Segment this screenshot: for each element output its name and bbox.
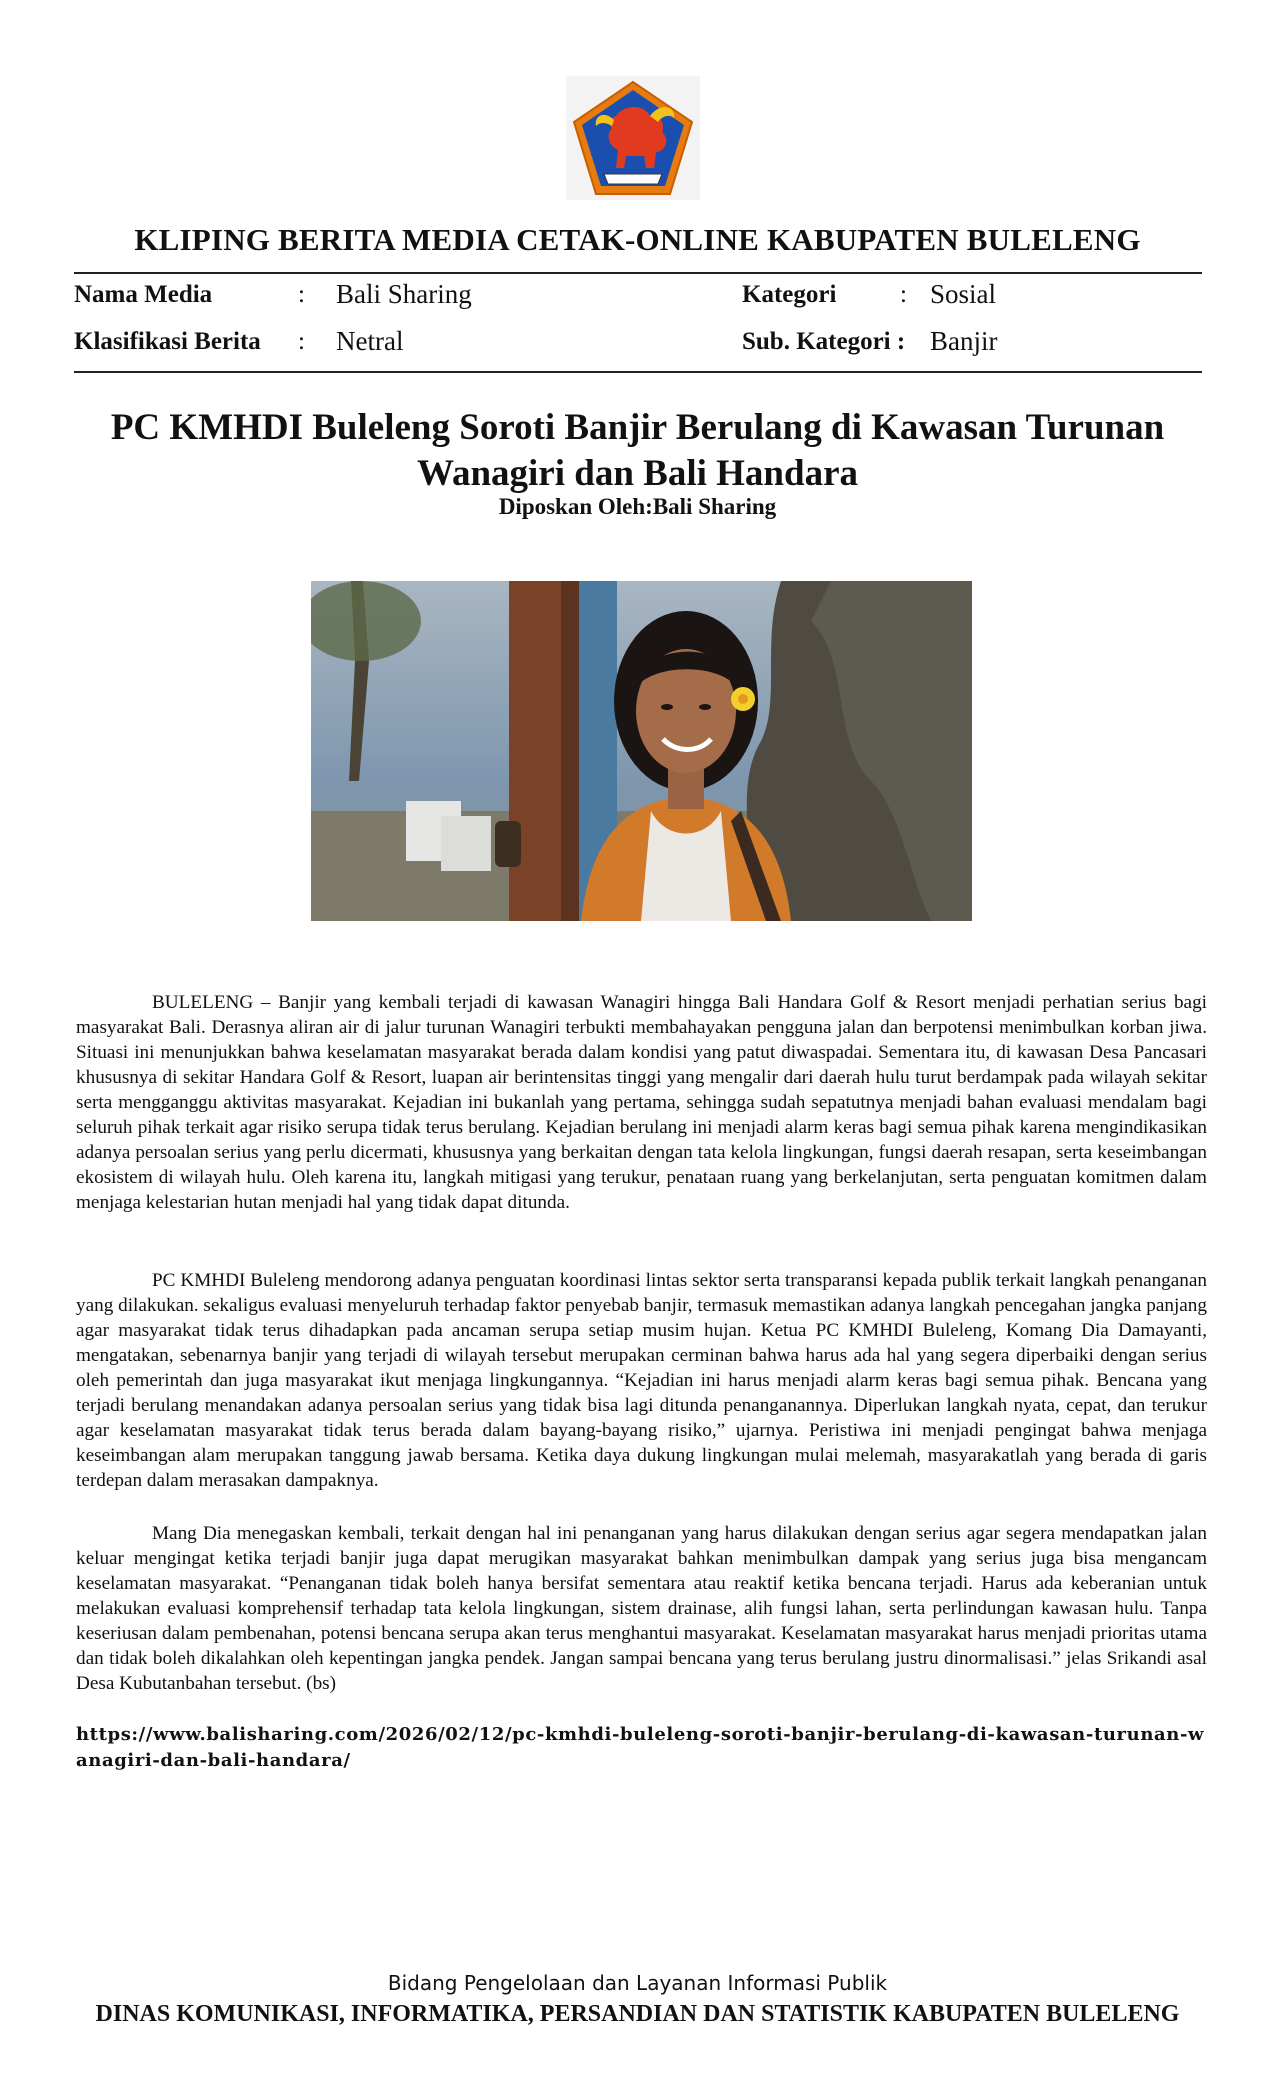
nama-media-label: Nama Media	[74, 281, 213, 308]
top-divider	[74, 272, 1202, 274]
article-byline: Diposkan Oleh:Bali Sharing	[498, 494, 777, 519]
article-paragraph-3: Mang Dia menegaskan kembali, terkait dengan hal ini penanganan yang harus dilakukan dengan serius agar segera mendapatkan jalan keluar mengingat ketika terjadi banjir juga dapat merugikan masyarakat bahkan menimbulkan dampak yang serius juga bisa mengancam keselamatan masyarakat. “Penanganan tidak boleh hanya bersifat sementara atau reaktif ketika bencana terjadi. Harus ada keberanian untuk melakukan evaluasi komprehensif terhadap tata kelola lingkungan, sistem drainase, alih fungsi lahan, serta perlindungan kawasan hulu. Tanpa keseriusan dalam pembenahan, potensi bencana serupa akan terus menghantui masyarakat. Keselamatan masyarakat harus menjadi prioritas utama dan tidak boleh dikalahkan oleh kepentingan jangka pendek. Jangan sampai bencana yang terus berulang justru dinormalisasi.” jelas Srikandi asal Desa Kubutanbahan tersebut. (bs)	[76, 1523, 1207, 1694]
document-title: KLIPING BERITA MEDIA CETAK-ONLINE KABUPATEN BULELENG	[134, 222, 1141, 257]
source-url-link[interactable]: https://www.balisharing.com/2026/02/12/pc-kmhdi-buleleng-soroti-banjir-berulang-di-kawasan-turunan-wanagiri-dan-bali-handara/	[76, 1724, 1205, 1771]
klasifikasi-colon: :	[298, 328, 305, 355]
footer-agency: DINAS KOMUNIKASI, INFORMATIKA, PERSANDIAN DAN STATISTIK KABUPATEN BULELENG	[95, 2001, 1180, 2027]
bottom-divider	[74, 371, 1202, 373]
sub-kategori-value: Banjir	[930, 326, 998, 356]
emblem-svg	[566, 76, 700, 200]
article-paragraph-2: PC KMHDI Buleleng mendorong adanya penguatan koordinasi lintas sektor serta transparansi kepada publik terkait langkah penanganan yang dilakukan. sekaligus evaluasi menyeluruh terhadap faktor penyebab banjir, termasuk memastikan adanya langkah pencegahan jangka panjang agar masyarakat tidak terus dihadapkan pada ancaman serupa setiap musim hujan. Ketua PC KMHDI Buleleng, Komang Dia Damayanti, mengatakan, sebenarnya banjir yang terjadi di wilayah tersebut merupakan cerminan bahwa harus ada hal yang segera diperbaiki dengan serius oleh pemerintah dan juga masyarakat ikut menjaga lingkungannya. “Kejadian ini harus menjadi alarm keras bagi semua pihak. Bencana yang terjadi berulang menandakan adanya persoalan serius yang tidak bisa lagi ditunda penanganannya. Diperlukan langkah nyata, cepat, dan terukur agar keselamatan masyarakat tidak terus berada dalam bayang-bayang risiko,” ujarnya. Peristiwa ini menjadi pengingat bahwa menjaga keseimbangan alam merupakan tanggung jawab bersama. Ketika daya dukung lingkungan mulai melemah, masyarakatlah yang berada di garis terdepan dalam merasakan dampaknya.	[76, 1270, 1207, 1491]
portrait-photo-illustration	[311, 581, 972, 921]
klasifikasi-label: Klasifikasi Berita	[74, 328, 261, 355]
nama-media-colon: :	[298, 281, 305, 308]
kategori-colon: :	[900, 281, 907, 308]
buleleng-emblem-icon	[566, 76, 700, 200]
kategori-label: Kategori	[742, 281, 837, 308]
footer-department: Bidang Pengelolaan dan Layanan Informasi Publik	[387, 1971, 888, 1995]
article-photo	[311, 581, 972, 921]
nama-media-value: Bali Sharing	[336, 279, 472, 309]
kategori-value: Sosial	[930, 279, 997, 309]
sub-kategori-label: Sub. Kategori :	[742, 328, 906, 355]
klasifikasi-value: Netral	[336, 326, 404, 356]
article-headline: PC KMHDI Buleleng Soroti Banjir Berulang di Kawasan Turunan Wanagiri dan Bali Handara	[110, 407, 1165, 494]
article-paragraph-1: BULELENG – Banjir yang kembali terjadi di kawasan Wanagiri hingga Bali Handara Golf & Resort menjadi perhatian serius bagi masyarakat Bali. Derasnya aliran air di jalur turunan Wanagiri terbukti membahayakan pengguna jalan dan berpotensi menimbulkan korban jiwa. Situasi ini menunjukkan bahwa keselamatan masyarakat berada dalam kondisi yang patut diwaspadai. Sementara itu, di kawasan Desa Pancasari khususnya di sekitar Handara Golf & Resort, luapan air berintensitas tinggi yang mengalir dari daerah hulu turut berdampak pada wilayah sekitar serta mengganggu aktivitas masyarakat. Kejadian ini bukanlah yang pertama, sehingga sudah sepatutnya menjadi bahan evaluasi mendalam bagi seluruh pihak terkait agar risiko serupa tidak terus berulang. Kejadian berulang ini menjadi alarm keras bagi semua pihak karena mengindikasikan adanya persoalan serius yang perlu dicermati, khususnya yang berkaitan dengan tata kelola lingkungan, fungsi daerah resapan, serta keseimbangan ekosistem di wilayah hulu. Oleh karena itu, langkah mitigasi yang terukur, penataan ruang yang berkelanjutan, serta penguatan komitmen dalam menjaga kelestarian hutan menjadi hal yang tidak dapat ditunda.	[76, 992, 1207, 1213]
